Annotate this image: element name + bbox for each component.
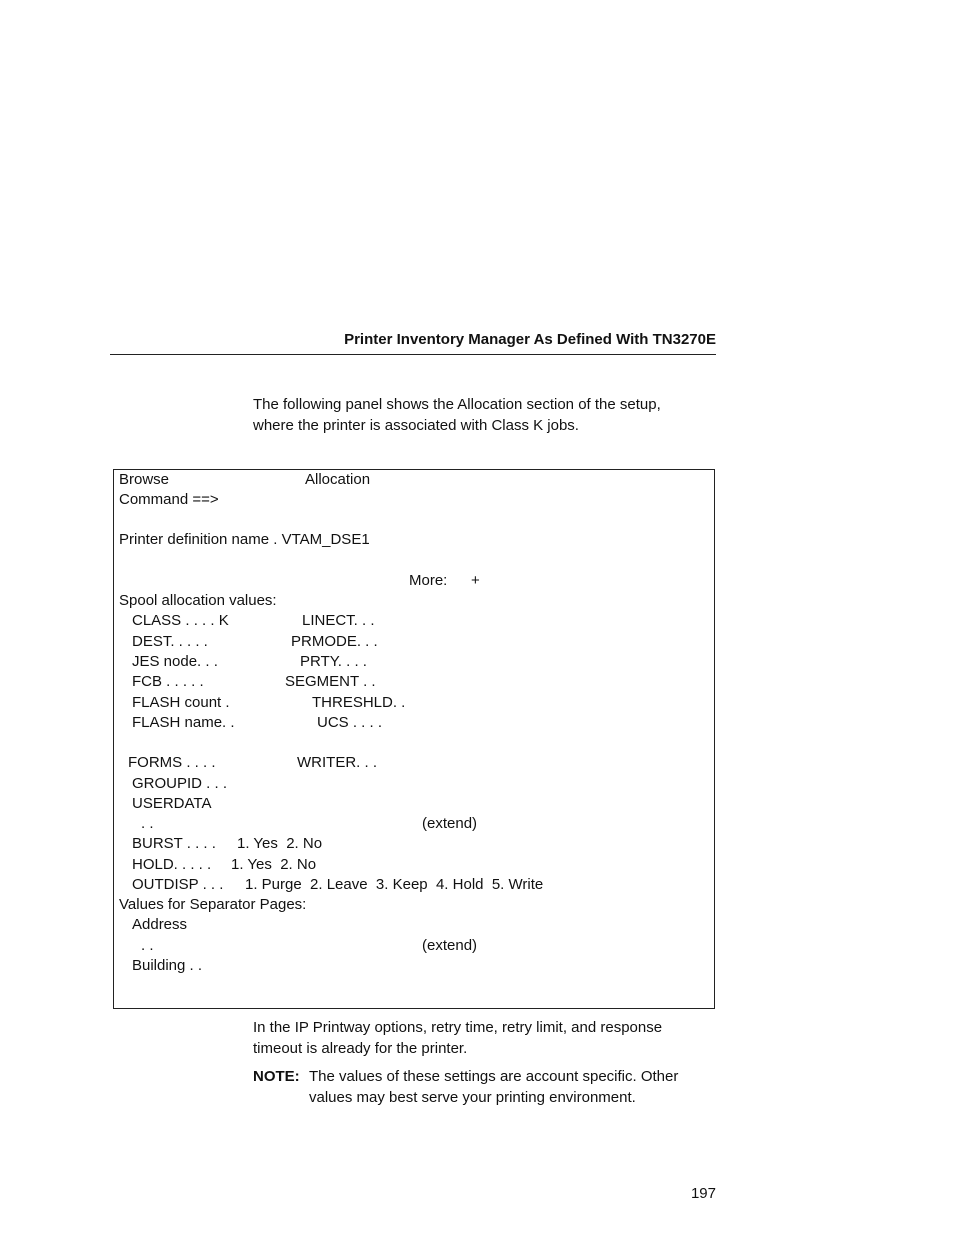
burst-options: 1. Yes 2. No	[237, 835, 323, 852]
dest-field[interactable]: DEST. . . . .	[132, 633, 208, 650]
body-paragraph	[253, 1017, 713, 1059]
groupid-field[interactable]: GROUPID . . .	[132, 775, 228, 792]
header-rule	[110, 354, 716, 355]
threshld-field[interactable]: THRESHLD. .	[312, 694, 406, 711]
address-label: Address	[132, 916, 188, 933]
command-line[interactable]: Command ==>	[119, 491, 219, 508]
userdata-field[interactable]: . .	[141, 815, 154, 832]
panel-browse-label: Browse	[119, 471, 170, 488]
note-label: NOTE:	[253, 1068, 300, 1085]
segment-field[interactable]: SEGMENT . .	[285, 673, 376, 690]
address-field[interactable]: . .	[141, 937, 154, 954]
jes-node-field[interactable]: JES node. . .	[132, 653, 218, 670]
flash-count-field[interactable]: FLASH count .	[132, 694, 230, 711]
intro-line-2: where the printer is associated with Class K jobs.	[253, 417, 579, 434]
body-line-1: In the IP Printway options, retry time, retry limit, and response	[253, 1019, 663, 1036]
hold-field[interactable]: HOLD. . . . .	[132, 856, 212, 873]
class-field[interactable]: CLASS . . . . K	[132, 612, 229, 629]
flash-name-field[interactable]: FLASH name. .	[132, 714, 235, 731]
panel-title: Allocation	[305, 471, 371, 488]
intro-line-1: The following panel shows the Allocation section of the setup,	[253, 396, 661, 413]
body-line-2: timeout is already for the printer.	[253, 1040, 468, 1057]
writer-field[interactable]: WRITER. . .	[297, 754, 377, 771]
spool-allocation-heading: Spool allocation values:	[119, 592, 277, 609]
more-label: More:	[409, 572, 448, 589]
burst-field[interactable]: BURST . . . .	[132, 835, 216, 852]
intro-paragraph	[253, 394, 713, 436]
separator-pages-heading: Values for Separator Pages:	[119, 896, 307, 913]
printer-definition-name: Printer definition name . VTAM_DSE1	[119, 531, 370, 548]
allocation-panel	[113, 469, 715, 1009]
page-number: 197	[690, 1185, 716, 1202]
linect-field[interactable]: LINECT. . .	[302, 612, 375, 629]
prty-field[interactable]: PRTY. . . .	[300, 653, 367, 670]
hold-options: 1. Yes 2. No	[231, 856, 317, 873]
note-text	[309, 1066, 709, 1108]
prmode-field[interactable]: PRMODE. . .	[291, 633, 378, 650]
more-indicator: +	[471, 572, 480, 589]
userdata-extend[interactable]: (extend)	[422, 815, 478, 832]
fcb-field[interactable]: FCB . . . . .	[132, 673, 204, 690]
userdata-label: USERDATA	[132, 795, 212, 812]
outdisp-field[interactable]: OUTDISP . . .	[132, 876, 224, 893]
note-line-1: The values of these settings are account specific. Other	[309, 1068, 679, 1085]
address-extend[interactable]: (extend)	[422, 937, 478, 954]
note-line-2: values may best serve your printing environment.	[309, 1089, 636, 1106]
outdisp-options: 1. Purge 2. Leave 3. Keep 4. Hold 5. Write	[245, 876, 544, 893]
building-field[interactable]: Building . .	[132, 957, 203, 974]
forms-field[interactable]: FORMS . . . .	[128, 754, 216, 771]
running-header: Printer Inventory Manager As Defined With TN3270E	[344, 331, 716, 348]
ucs-field[interactable]: UCS . . . .	[317, 714, 383, 731]
